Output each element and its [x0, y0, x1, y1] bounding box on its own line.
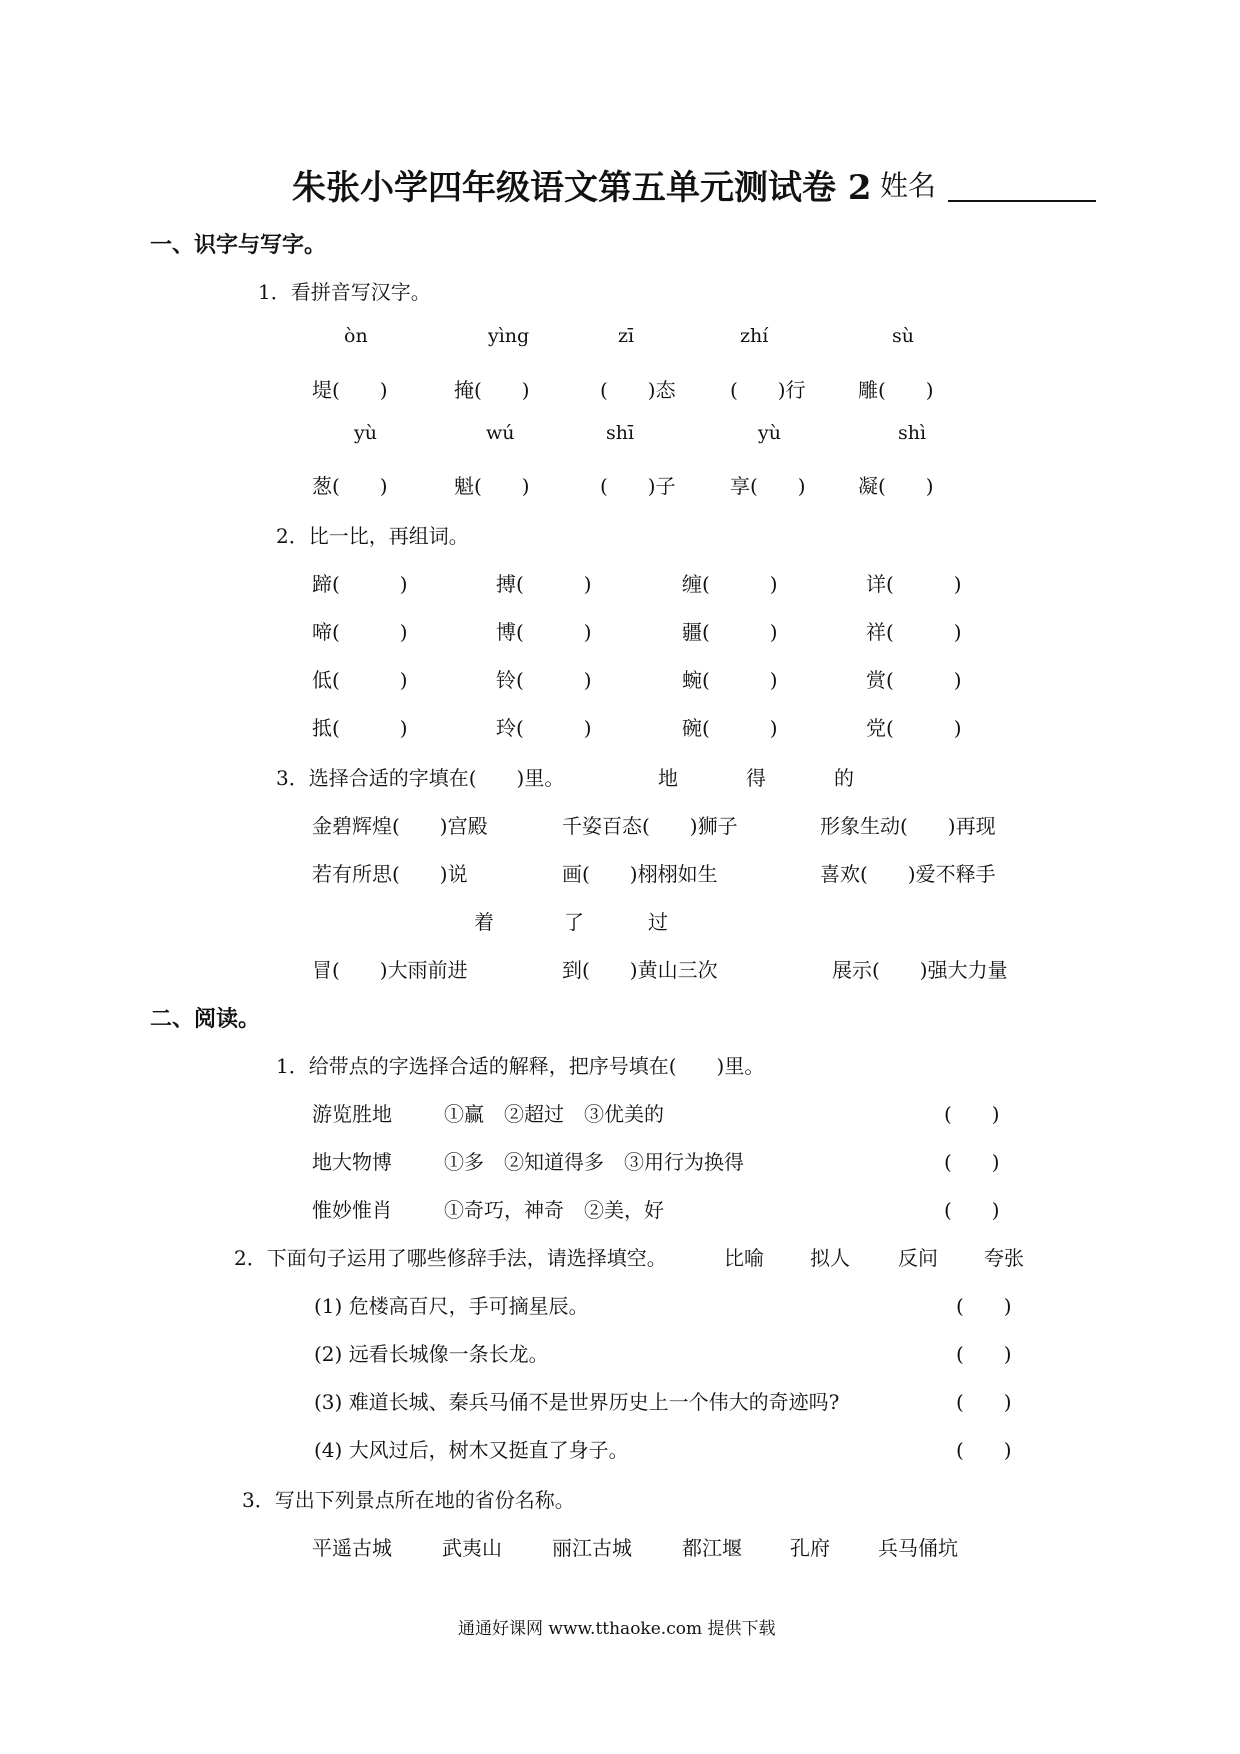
fill-blank-item[interactable]: 堤( )	[312, 378, 388, 402]
idiom-options: ①多 ②知道得多 ③用行为换得	[444, 1150, 744, 1174]
word-group-item[interactable]: 搏( )	[496, 572, 592, 596]
fill-blank-item[interactable]: ( )态	[600, 378, 676, 402]
fill-blank-phrase[interactable]: 千姿百态( )狮子	[562, 814, 738, 838]
rhetoric-sentence: (3) 难道长城、秦兵马俑不是世界历史上一个伟大的奇迹吗?	[314, 1390, 840, 1414]
choice-word: 的	[834, 766, 854, 790]
fill-blank-phrase[interactable]: 喜欢( )爱不释手	[820, 862, 996, 886]
answer-blank[interactable]: ( )	[956, 1294, 1012, 1318]
fill-blank-phrase[interactable]: 金碧辉煌( )宫殿	[312, 814, 488, 838]
word-group-item[interactable]: 缠( )	[682, 572, 778, 596]
word-group-item[interactable]: 碗( )	[682, 716, 778, 740]
word-group-item[interactable]: 详( )	[866, 572, 962, 596]
fill-blank-item[interactable]: ( )行	[730, 378, 806, 402]
word-group-item[interactable]: 疆( )	[682, 620, 778, 644]
reading-q3-prompt: 3．写出下列景点所在地的省份名称。	[242, 1488, 575, 1512]
choice-word: 过	[648, 910, 668, 934]
place-name: 都江堰	[682, 1536, 742, 1560]
word-group-item[interactable]: 赏( )	[866, 668, 962, 692]
fill-blank-phrase[interactable]: 展示( )强大力量	[832, 958, 1008, 982]
word-group-item[interactable]: 低( )	[312, 668, 408, 692]
word-group-item[interactable]: 蜿( )	[682, 668, 778, 692]
name-field[interactable]	[948, 170, 1096, 202]
page-title: 朱张小学四年级语文第五单元测试卷 2	[292, 168, 872, 208]
pinyin: sù	[892, 325, 914, 347]
fill-blank-item[interactable]: 享( )	[730, 474, 806, 498]
word-group-item[interactable]: 蹄( )	[312, 572, 408, 596]
idiom-word: 惟妙惟肖	[312, 1198, 392, 1222]
pinyin: yìng	[488, 325, 530, 347]
q2-prompt: 2．比一比，再组词。	[276, 524, 469, 548]
word-group-item[interactable]: 抵( )	[312, 716, 408, 740]
section-2-heading: 二、阅读。	[150, 1006, 261, 1032]
choice-word: 比喻	[724, 1246, 764, 1270]
word-group-item[interactable]: 党( )	[866, 716, 962, 740]
fill-blank-phrase[interactable]: 到( )黄山三次	[562, 958, 718, 982]
word-group-item[interactable]: 铃( )	[496, 668, 592, 692]
q1-prompt: 1．看拼音写汉字。	[258, 280, 431, 304]
rhetoric-sentence: (4) 大风过后，树木又挺直了身子。	[314, 1438, 629, 1462]
pinyin: wú	[486, 422, 515, 444]
fill-blank-item[interactable]: 魁( )	[454, 474, 530, 498]
reading-q2-prompt: 2．下面句子运用了哪些修辞手法，请选择填空。	[234, 1246, 667, 1270]
answer-blank[interactable]: ( )	[956, 1390, 1012, 1414]
idiom-word: 地大物博	[312, 1150, 392, 1174]
choice-word: 夸张	[984, 1246, 1024, 1270]
word-group-item[interactable]: 祥( )	[866, 620, 962, 644]
q3-prompt: 3．选择合适的字填在( )里。	[276, 766, 565, 790]
fill-blank-phrase[interactable]: 若有所思( )说	[312, 862, 468, 886]
place-name: 孔府	[790, 1536, 830, 1560]
answer-blank[interactable]: ( )	[944, 1102, 1000, 1126]
fill-blank-item[interactable]: 雕( )	[858, 378, 934, 402]
fill-blank-phrase[interactable]: 形象生动( )再现	[820, 814, 996, 838]
idiom-options: ①奇巧，神奇 ②美，好	[444, 1198, 664, 1222]
pinyin: zī	[618, 325, 635, 347]
choice-word: 拟人	[810, 1246, 850, 1270]
answer-blank[interactable]: ( )	[956, 1342, 1012, 1366]
answer-blank[interactable]: ( )	[944, 1198, 1000, 1222]
place-name: 武夷山	[442, 1536, 502, 1560]
answer-blank[interactable]: ( )	[944, 1150, 1000, 1174]
choice-word: 反问	[898, 1246, 938, 1270]
fill-blank-phrase[interactable]: 冒( )大雨前进	[312, 958, 468, 982]
word-group-item[interactable]: 啼( )	[312, 620, 408, 644]
choice-word: 了	[564, 910, 584, 934]
pinyin: òn	[344, 325, 368, 347]
fill-blank-item[interactable]: 凝( )	[858, 474, 934, 498]
footer-source: 通通好课网 www.tthaoke.com 提供下载	[458, 1619, 776, 1639]
section-1-heading: 一、识字与写字。	[150, 232, 327, 258]
fill-blank-item[interactable]: ( )子	[600, 474, 676, 498]
place-name: 丽江古城	[552, 1536, 632, 1560]
pinyin: yù	[354, 422, 377, 444]
fill-blank-item[interactable]: 掩( )	[454, 378, 530, 402]
idiom-options: ①赢 ②超过 ③优美的	[444, 1102, 664, 1126]
choice-word: 着	[474, 910, 494, 934]
pinyin: shī	[606, 422, 635, 444]
word-group-item[interactable]: 博( )	[496, 620, 592, 644]
choice-word: 地	[658, 766, 678, 790]
word-group-item[interactable]: 玲( )	[496, 716, 592, 740]
reading-q1-prompt: 1．给带点的字选择合适的解释，把序号填在( )里。	[276, 1054, 765, 1078]
rhetoric-sentence: (1) 危楼高百尺，手可摘星辰。	[314, 1294, 589, 1318]
choice-word: 得	[746, 766, 766, 790]
idiom-word: 游览胜地	[312, 1102, 392, 1126]
pinyin: zhí	[740, 325, 769, 347]
place-name: 兵马俑坑	[878, 1536, 958, 1560]
answer-blank[interactable]: ( )	[956, 1438, 1012, 1462]
rhetoric-sentence: (2) 远看长城像一条长龙。	[314, 1342, 549, 1366]
place-name: 平遥古城	[312, 1536, 392, 1560]
fill-blank-item[interactable]: 葱( )	[312, 474, 388, 498]
fill-blank-phrase[interactable]: 画( )栩栩如生	[562, 862, 718, 886]
pinyin: yù	[758, 422, 781, 444]
pinyin: shì	[898, 422, 927, 444]
name-label: 姓名	[880, 169, 937, 202]
